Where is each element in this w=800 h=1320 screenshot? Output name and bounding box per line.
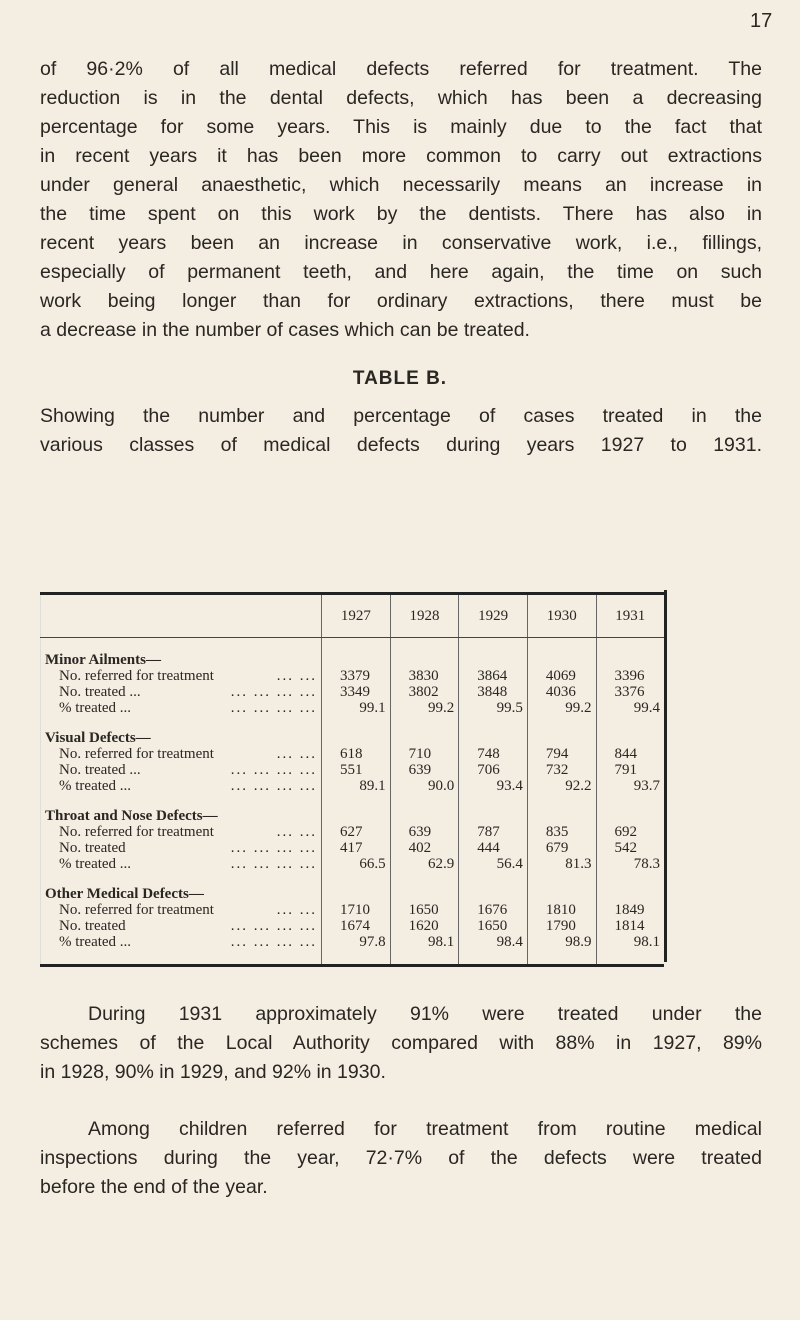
cell-value: 844 xyxy=(596,746,664,762)
cell-value: 1650 xyxy=(459,918,528,934)
paragraph1-line: work being longer than for ordinary extractions, there must be xyxy=(40,290,762,312)
cell-value: 98.1 xyxy=(390,934,459,950)
cell-value: 3376 xyxy=(596,684,664,700)
table-row: No. treated ... ... ... ... 1674 1620 1650 1790 1814 xyxy=(41,918,665,934)
table-row: % treated ... ... ... ... ... 99.1 99.2 99.5 99.2 99.4 xyxy=(41,700,665,716)
cell-value: 402 xyxy=(390,840,459,856)
cell-value: 93.4 xyxy=(459,778,528,794)
cell-value: 78.3 xyxy=(596,856,664,872)
cell-value: 748 xyxy=(459,746,528,762)
cell-value: 1650 xyxy=(390,902,459,918)
cell-value: 99.5 xyxy=(459,700,528,716)
paragraph1-line: especially of permanent teeth, and here again, the time on such xyxy=(40,261,762,283)
paragraph3-line: Among children referred for treatment from routine medical xyxy=(88,1118,762,1140)
year-header: 1931 xyxy=(596,594,664,638)
cell-value: 794 xyxy=(527,746,596,762)
cell-value: 1814 xyxy=(596,918,664,934)
table-right-border xyxy=(664,590,667,962)
row-label: % treated ... xyxy=(59,934,132,950)
table-row: No. treated ... ... ... ... ... 551 639 706 732 791 xyxy=(41,762,665,778)
cell-value: 99.4 xyxy=(596,700,664,716)
cell-value: 1676 xyxy=(459,902,528,918)
cell-value: 89.1 xyxy=(322,778,391,794)
paragraph1-line: a decrease in the number of cases which can be treated. xyxy=(40,319,530,341)
paragraph2-line: in 1928, 90% in 1929, and 92% in 1930. xyxy=(40,1061,386,1083)
group-heading: Minor Ailments— xyxy=(41,638,322,669)
paragraph2-line: schemes of the Local Authority compared with 88% in 1927, 89% xyxy=(40,1032,762,1054)
cell-value: 1710 xyxy=(322,902,391,918)
row-label: % treated ... xyxy=(59,700,132,716)
cell-value: 99.2 xyxy=(527,700,596,716)
cell-value: 81.3 xyxy=(527,856,596,872)
cell-value: 98.4 xyxy=(459,934,528,950)
cell-value: 98.9 xyxy=(527,934,596,950)
table-row: No. referred for treatment ... ... 627 639 787 835 692 xyxy=(41,824,665,840)
year-header: 1928 xyxy=(390,594,459,638)
cell-value: 692 xyxy=(596,824,664,840)
row-label: % treated ... xyxy=(59,856,132,872)
paragraph1-line: reduction is in the dental defects, which has been a decreasing xyxy=(40,87,762,109)
paragraph1-line: under general anaesthetic, which necessarily means an increase in xyxy=(40,174,762,196)
group-heading: Throat and Nose Defects— xyxy=(41,794,322,824)
cell-value: 98.1 xyxy=(596,934,664,950)
paragraph1-line: in recent years it has been more common to carry out extractions xyxy=(40,145,762,167)
year-header: 1930 xyxy=(527,594,596,638)
group-heading: Visual Defects— xyxy=(41,716,322,746)
cell-value: 787 xyxy=(459,824,528,840)
cell-value: 99.2 xyxy=(390,700,459,716)
cell-value: 627 xyxy=(322,824,391,840)
cell-value: 3349 xyxy=(322,684,391,700)
cell-value: 618 xyxy=(322,746,391,762)
cell-value: 99.1 xyxy=(322,700,391,716)
cell-value: 706 xyxy=(459,762,528,778)
paragraph1-line: of 96·2% of all medical defects referred for treatment. The xyxy=(40,58,762,80)
table-row: No. treated ... ... ... ... ... 3349 3802 3848 4036 3376 xyxy=(41,684,665,700)
table-row: No. referred for treatment ... ... 618 710 748 794 844 xyxy=(41,746,665,762)
paragraph3-line: before the end of the year. xyxy=(40,1176,268,1198)
cell-value: 3830 xyxy=(390,668,459,684)
table-b xyxy=(40,592,664,967)
cell-value: 1849 xyxy=(596,902,664,918)
page-number: 17 xyxy=(750,10,773,32)
paragraph1-line: percentage for some years. This is mainly due to the fact that xyxy=(40,116,762,138)
cell-value: 3379 xyxy=(322,668,391,684)
cell-value: 835 xyxy=(527,824,596,840)
cell-value: 444 xyxy=(459,840,528,856)
cell-value: 3848 xyxy=(459,684,528,700)
row-label: No. referred for treatment xyxy=(59,824,214,840)
table-row: No. referred for treatment ... ... 1710 1650 1676 1810 1849 xyxy=(41,902,665,918)
cell-value: 417 xyxy=(322,840,391,856)
cell-value: 1810 xyxy=(527,902,596,918)
cell-value: 3864 xyxy=(459,668,528,684)
table-title: TABLE B. xyxy=(352,368,448,389)
cell-value: 3802 xyxy=(390,684,459,700)
cell-value: 1620 xyxy=(390,918,459,934)
cell-value: 56.4 xyxy=(459,856,528,872)
table-row: No. referred for treatment ... ... 3379 3830 3864 4069 3396 xyxy=(41,668,665,684)
cell-value: 62.9 xyxy=(390,856,459,872)
paragraph3-line: inspections during the year, 72·7% of the defects were treated xyxy=(40,1147,762,1169)
cell-value: 4036 xyxy=(527,684,596,700)
cell-value: 66.5 xyxy=(322,856,391,872)
cell-value: 710 xyxy=(390,746,459,762)
table-row: No. treated ... ... ... ... 417 402 444 679 542 xyxy=(41,840,665,856)
paragraph1-line: the time spent on this work by the dentists. There has also in xyxy=(40,203,762,225)
row-label: No. referred for treatment xyxy=(59,668,214,684)
cell-value: 4069 xyxy=(527,668,596,684)
table-row: % treated ... ... ... ... ... 97.8 98.1 98.4 98.9 98.1 xyxy=(41,934,665,950)
caption-line: Showing the number and percentage of cases treated in the xyxy=(40,405,762,427)
row-label: No. referred for treatment xyxy=(59,902,214,918)
year-header: 1929 xyxy=(459,594,528,638)
cell-value: 1790 xyxy=(527,918,596,934)
table-row: % treated ... ... ... ... ... 66.5 62.9 56.4 81.3 78.3 xyxy=(41,856,665,872)
year-header: 1927 xyxy=(322,594,391,638)
cell-value: 732 xyxy=(527,762,596,778)
group-heading: Other Medical Defects— xyxy=(41,872,322,902)
table-row: % treated ... ... ... ... ... 89.1 90.0 93.4 92.2 93.7 xyxy=(41,778,665,794)
cell-value: 551 xyxy=(322,762,391,778)
paragraph2-line: During 1931 approximately 91% were treated under the xyxy=(88,1003,762,1025)
row-label: No. treated xyxy=(59,840,126,856)
cell-value: 639 xyxy=(390,824,459,840)
cell-value: 92.2 xyxy=(527,778,596,794)
paragraph1-line: recent years been an increase in conservative work, i.e., fillings, xyxy=(40,232,762,254)
cell-value: 542 xyxy=(596,840,664,856)
cell-value: 791 xyxy=(596,762,664,778)
cell-value: 639 xyxy=(390,762,459,778)
caption-line: various classes of medical defects during years 1927 to 1931. xyxy=(40,434,762,456)
cell-value: 97.8 xyxy=(322,934,391,950)
cell-value: 1674 xyxy=(322,918,391,934)
cell-value: 93.7 xyxy=(596,778,664,794)
row-label: No. referred for treatment xyxy=(59,746,214,762)
cell-value: 90.0 xyxy=(390,778,459,794)
row-label: No. treated ... xyxy=(59,684,141,700)
row-label: No. treated xyxy=(59,918,126,934)
row-label: No. treated ... xyxy=(59,762,141,778)
cell-value: 3396 xyxy=(596,668,664,684)
row-label: % treated ... xyxy=(59,778,132,794)
cell-value: 679 xyxy=(527,840,596,856)
